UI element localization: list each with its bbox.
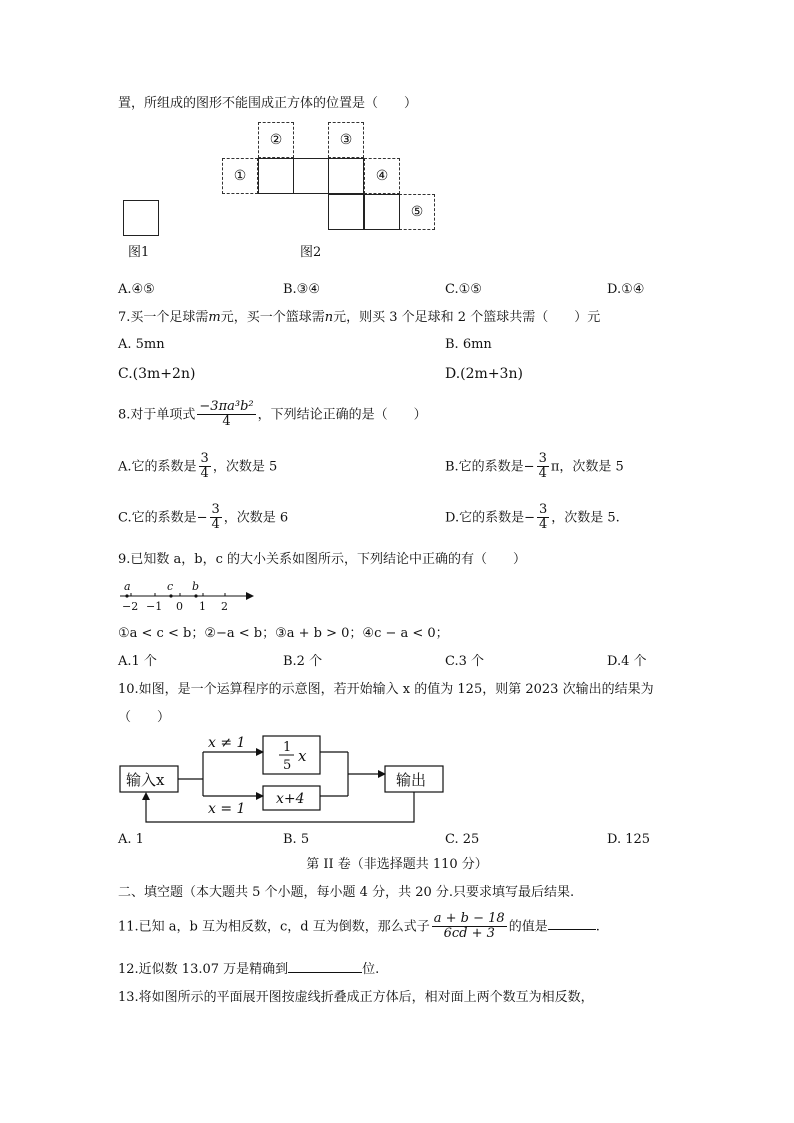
q7-option-c: C.(3m+2n) [118, 366, 196, 382]
op-top-var: x [298, 747, 307, 765]
point-a-label: a [124, 580, 131, 593]
tick-label: −1 [146, 600, 163, 613]
q7-option-a: A. 5mn [118, 337, 165, 352]
q10-option-a: A. 1 [118, 832, 144, 847]
op-bottom-label: x+4 [276, 791, 305, 807]
net-square [328, 194, 364, 230]
q8-option-a: A.它的系数是 $\frac{3}{4}$ ，次数是 5 [118, 451, 278, 482]
q11-stem: 11.已知 a，b 互为相反数，c，d 互为倒数，那么式子 $\frac{a + b - 18}{6cd + 3}$ 的值是 . [118, 911, 600, 942]
fig1-square [123, 200, 159, 236]
net-cell-5: ⑤ [399, 194, 435, 230]
q8-option-d: D.它的系数是− $\frac{3}{4}$ ，次数是 5. [445, 502, 620, 533]
q9-option-d: D.4 个 [607, 654, 647, 669]
q13-stem: 13.将如图所示的平面展开图按虚线折叠成正方体后，相对面上两个数互为相反数， [118, 990, 594, 1005]
intro-line: 置，所组成的图形不能围成正方体的位置是（ ） [118, 96, 418, 111]
cond-bottom-label: x = 1 [208, 801, 246, 817]
q10-option-c: C. 25 [445, 832, 480, 847]
q6-option-c: C.①⑤ [445, 282, 482, 297]
section2-title: 第 II 卷（非选择题共 110 分） [306, 857, 488, 872]
input-box-label: 输入x [126, 771, 165, 789]
q7-option-b: B. 6mn [445, 337, 492, 352]
tick-label: −2 [122, 600, 139, 613]
monomial-fraction: $\frac{\text{−3πa³b²}}{4}$ [199, 399, 254, 430]
tick-label: 2 [221, 600, 228, 613]
net-square [293, 158, 329, 194]
q6-option-d: D.①④ [607, 282, 645, 297]
point-c-label: c [167, 580, 174, 593]
q12-stem: 12.近似数 13.07 万是精确到 位. [118, 962, 380, 977]
q8-option-c: C.它的系数是− $\frac{3}{4}$ ，次数是 6 [118, 502, 289, 533]
q10-option-b: B. 5 [283, 832, 310, 847]
q9-option-a: A.1 个 [118, 654, 157, 669]
net-cell-2: ② [258, 122, 294, 158]
output-box-label: 输出 [396, 771, 427, 789]
q9-statements: ①a < c < b；②−a < b；③a + b > 0；④c − a < 0； [118, 626, 449, 641]
tick-label: 1 [199, 600, 206, 613]
number-line [118, 578, 258, 614]
net-cell-3: ③ [328, 122, 364, 158]
net-cell-4: ④ [364, 158, 400, 194]
net-square [364, 194, 400, 230]
q9-stem: 9.已知数 a，b，c 的大小关系如图所示，下列结论中正确的有（ ） [118, 552, 527, 567]
q6-option-b: B.③④ [283, 282, 320, 297]
cond-top-label: x ≠ 1 [208, 735, 246, 751]
fill-header: 二、填空题（本大题共 5 个小题，每小题 4 分，共 20 分.只要求填写最后结果. [118, 885, 575, 900]
q10-option-d: D. 125 [607, 832, 651, 847]
q10-stem-line1: 10.如图，是一个运算程序的示意图，若开始输入 x 的值为 125，则第 2023 次输出的结果为 [118, 682, 654, 697]
op-top-num: 1 [283, 740, 292, 755]
q9-option-c: C.3 个 [445, 654, 485, 669]
flowchart [118, 730, 448, 830]
q10-stem-line2: （ ） [118, 710, 171, 725]
q7-stem: 7.买一个足球需m元，买一个篮球需n元，则买 3 个足球和 2 个篮球共需（ ）元 [118, 310, 601, 325]
q11-expression: $\frac{a + b - 18}{6cd + 3}$ [433, 911, 505, 942]
point-b-label: b [192, 580, 200, 593]
q7-option-d: D.(2m+3n) [445, 366, 523, 382]
q12-answer-blank [288, 972, 362, 973]
net-cell-1: ① [222, 158, 258, 194]
op-top-den: 5 [283, 758, 292, 773]
fig2-caption: 图2 [300, 245, 322, 260]
fig1-caption: 图1 [128, 245, 150, 260]
q8-stem: 8.对于单项式 $\frac{\text{−3πa³b²}}{4}$ ，下列结论正确的是（ ） [118, 399, 427, 430]
net-square [258, 158, 294, 194]
q9-option-b: B.2 个 [283, 654, 323, 669]
tick-label: 0 [176, 600, 183, 613]
q6-option-a: A.④⑤ [118, 282, 155, 297]
q8-option-b: B.它的系数是− $\frac{3}{4}$ π，次数是 5 [445, 451, 624, 482]
net-square [328, 158, 364, 194]
q11-answer-blank [548, 929, 596, 930]
